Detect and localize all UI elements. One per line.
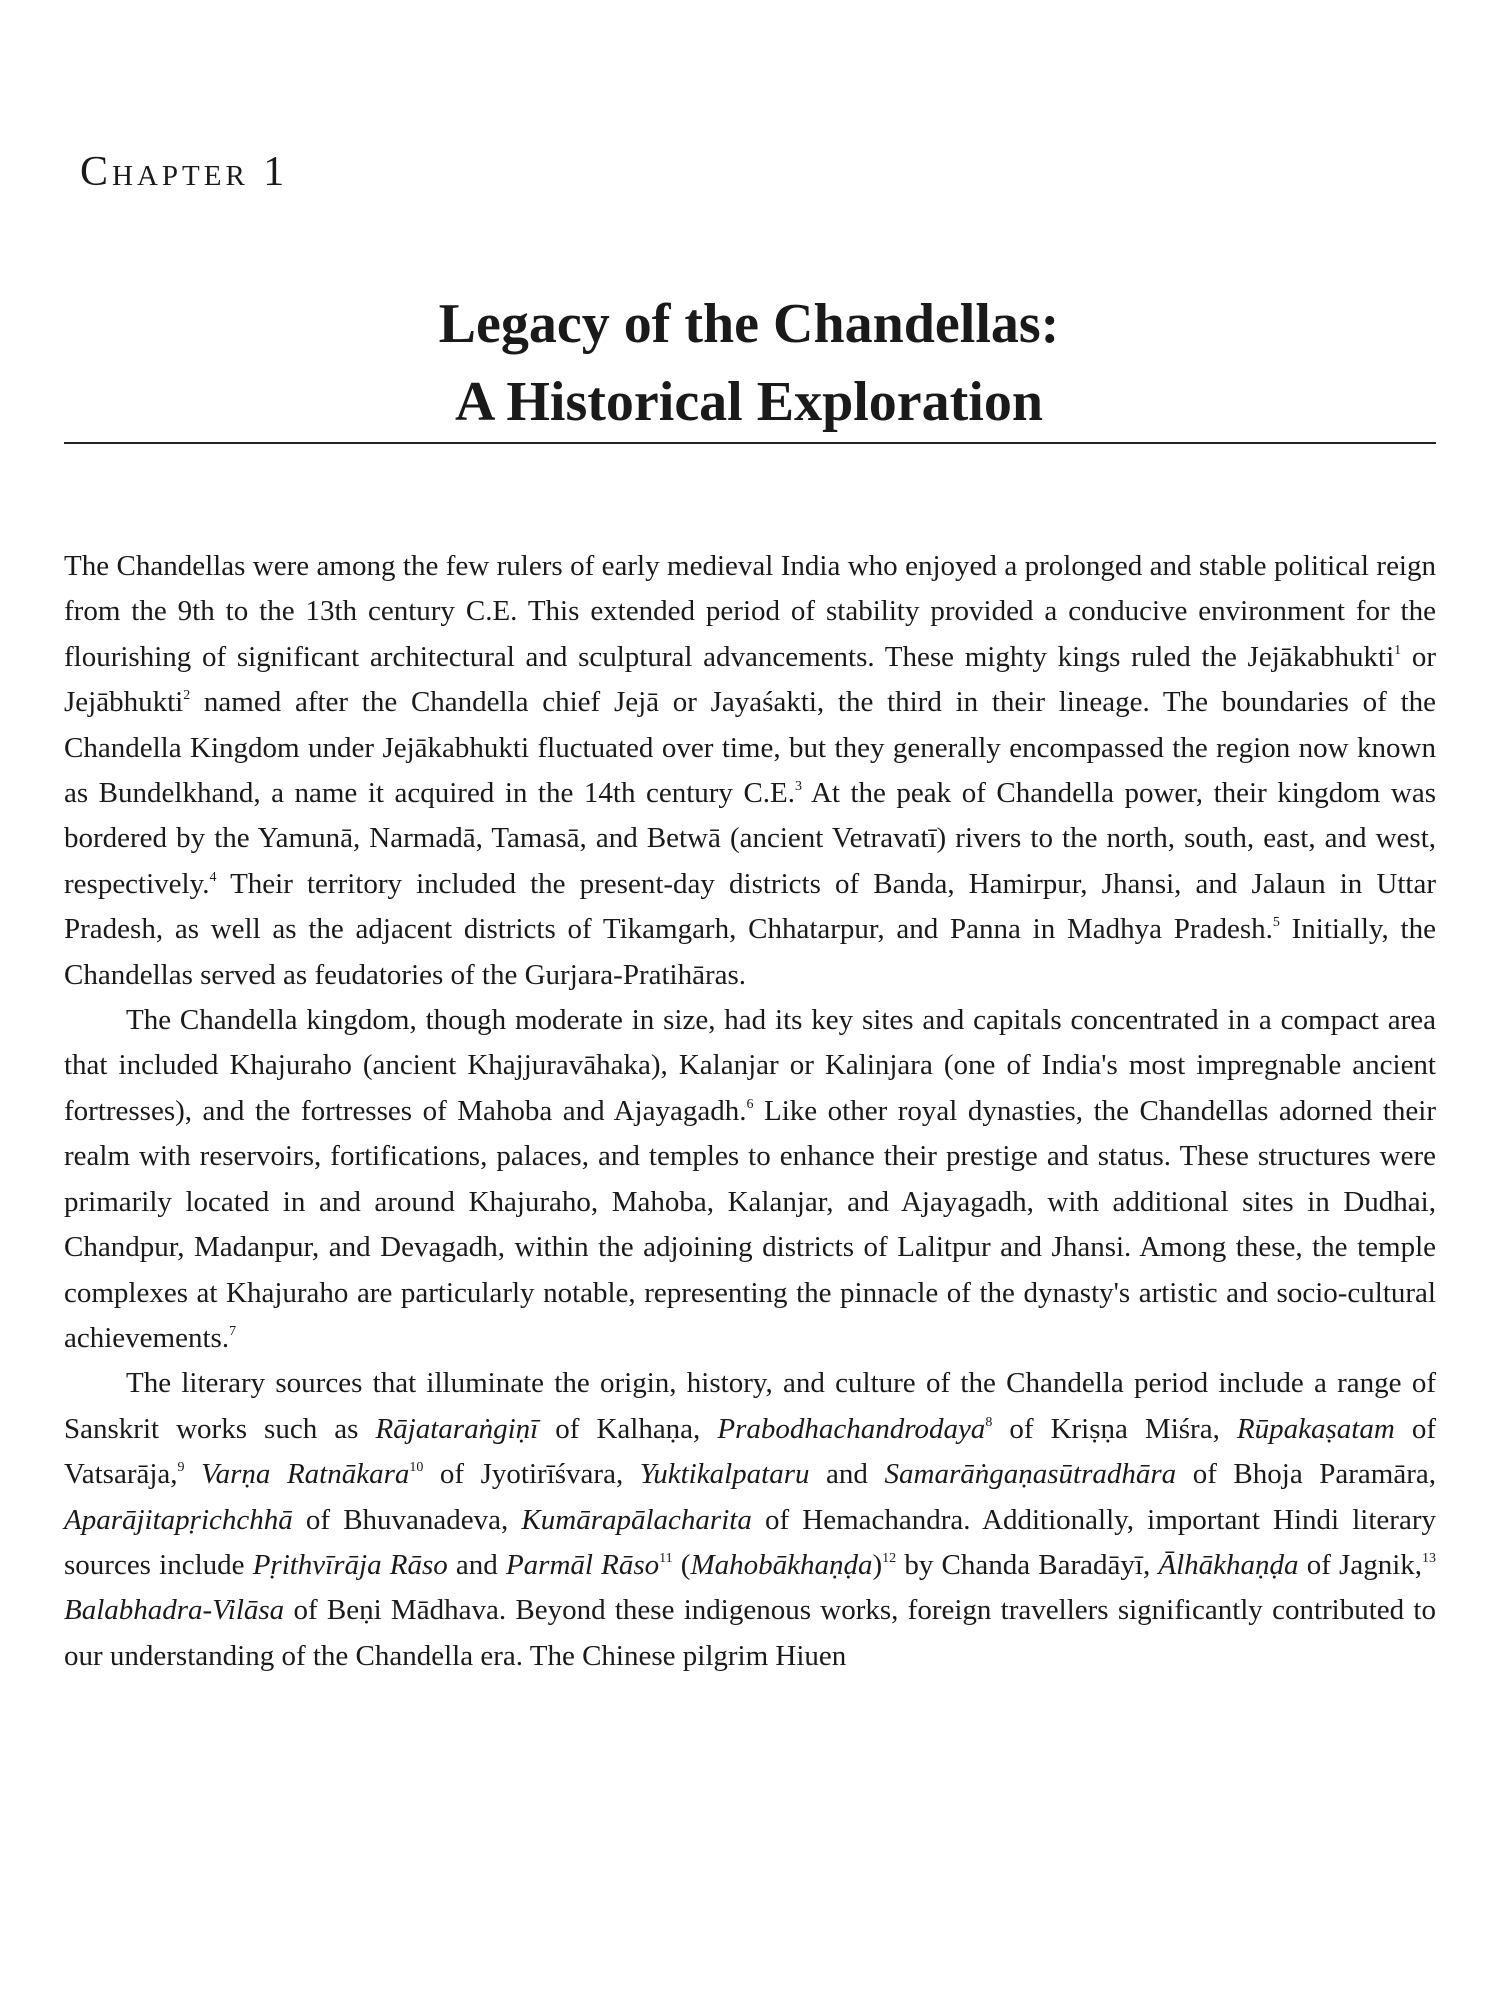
work-title: Varṇa Ratnākara — [201, 1458, 410, 1491]
chapter-title — [64, 285, 1434, 441]
text-run: The Chandella kingdom, though moderate in size, had its key sites and capitals concentrated in a compact area that included Khajuraho (ancient Khajjuravāhaka), Kalanjar or Kalinjara (one of India's most impregnable ancient fortresses), and the fortresses of Mahoba and Ajayagadh. — [64, 1004, 1436, 1127]
footnote-ref: 10 — [409, 1460, 424, 1476]
work-title: Parmāl Rāso — [505, 1548, 660, 1581]
title-divider — [64, 442, 1436, 444]
text-run: Their territory included the present-day districts of Banda, Hamirpur, Jhansi, and Jalaun in Uttar Pradesh, as well as the adjacent districts of Tikamgarh, Chhatarpur, and Panna in Madhya Pradesh. — [64, 867, 1436, 946]
text-run — [185, 1458, 202, 1490]
text-run: of Jyotirīśvara, — [423, 1458, 640, 1491]
footnote-ref: 2 — [183, 688, 191, 704]
text-run: At the peak of Chandella power, their kingdom was bordered by the Yamunā, Narmadā, Tamasā, and Betwā (ancient Vetravatī) rivers to the north, south, east, and west, respectively. — [64, 777, 1436, 900]
work-title: Rūpakaṣatam — [1236, 1412, 1395, 1445]
work-title: Samarāṅgaṇasūtradhāra — [884, 1458, 1177, 1491]
work-title: Mahobākhaṇḍa — [690, 1548, 873, 1581]
text-run: The literary sources that illuminate the origin, history, and culture of the Chandella period include a range of Sanskrit works such as — [64, 1367, 1436, 1445]
text-run: of Jagnik, — [1298, 1548, 1422, 1581]
work-title: Rājataraṅgiṇī — [375, 1412, 539, 1445]
text-run: by Chanda Baradāyī, — [896, 1548, 1159, 1581]
text-run: The Chandellas were among the few rulers of early medieval India who enjoyed a prolonged and stable political reign from the 9th to the 13th century C.E. This extended period of stability provided a conducive environment for the flourishing of significant architectural and sculptural advancements. These mighty kings ruled the Jejākabhukti — [64, 550, 1436, 673]
footnote-ref: 12 — [882, 1550, 897, 1566]
footnote-ref: 8 — [985, 1414, 993, 1430]
text-run: of Bhoja Paramāra, — [1176, 1458, 1436, 1491]
text-run: of Vatsarāja, — [64, 1412, 1436, 1491]
footnote-ref: 7 — [229, 1323, 237, 1339]
paragraph-3 — [64, 1361, 1436, 1679]
work-title: Balabhadra-Vilāsa — [64, 1594, 285, 1627]
work-title: Kumārapālacharita — [521, 1503, 752, 1536]
work-title: Pṛithvīrāja Rāso — [252, 1548, 448, 1581]
text-run: Like other royal dynasties, the Chandellas adorned their realm with reservoirs, fortifications, palaces, and temples to enhance their prestige and status. These structures were primarily located in and around Khajuraho, Mahoba, Kalanjar, and Ajayagadh, with additional sites in Dudhai, Chandpur, Madanpur, and Devagadh, within the adjoining districts of Lalitpur and Jhansi. Among these, the temple complexes at Khajuraho are particularly notable, representing the pinnacle of the dynasty's artistic and socio-cultural achievements. — [64, 1094, 1436, 1354]
work-title: Yuktikalpataru — [639, 1458, 810, 1491]
footnote-ref: 11 — [659, 1550, 673, 1566]
footnote-ref: 6 — [746, 1096, 754, 1112]
text-run: of Beṇi Mādhava. Beyond these indigenous works, foreign travellers significantly contributed to our understanding of the Chandella era. The Chinese pilgrim Hiuen — [64, 1594, 1436, 1672]
chapter-label: Chapter 1 — [80, 149, 289, 195]
footnote-ref: 4 — [209, 869, 217, 885]
text-run: of Kalhaṇa, — [538, 1412, 718, 1445]
footnote-ref: 13 — [1422, 1550, 1436, 1566]
text-run: of Hemachandra. Additionally, important Hindi literary sources include — [64, 1503, 1436, 1581]
footnote-ref: 9 — [177, 1460, 185, 1476]
body-text — [64, 544, 1436, 1679]
text-run: ) — [872, 1548, 883, 1581]
text-run: or Jejābhukti — [64, 640, 1436, 719]
text-run: of Bhuvanadeva, — [292, 1503, 522, 1536]
footnote-ref: 3 — [795, 779, 803, 795]
work-title: Ālhākhaṇḍa — [1158, 1548, 1299, 1581]
paragraph-1 — [64, 544, 1436, 998]
text-run: and — [809, 1458, 885, 1491]
text-run: and — [447, 1548, 506, 1581]
footnote-ref: 5 — [1272, 915, 1280, 931]
chapter-title-line-1: Legacy of the Chandellas: — [438, 293, 1060, 355]
text-run: of Kriṣṇa Miśra, — [992, 1412, 1237, 1445]
chapter-title-line-2: A Historical Exploration — [455, 371, 1043, 433]
paragraph-2 — [64, 998, 1436, 1361]
work-title: Aparājitapṛichchhā — [64, 1503, 293, 1536]
text-run: named after the Chandella chief Jejā or Jayaśakti, the third in their lineage. The boundaries of the Chandella Kingdom under Jejākabhukti fluctuated over time, but they generally encompassed the region now known as Bundelkhand, a name it acquired in the 14th century C.E. — [64, 686, 1436, 810]
text-run: ( — [672, 1548, 691, 1581]
footnote-ref: 1 — [1394, 642, 1402, 658]
work-title: Prabodhachandrodaya — [717, 1412, 986, 1445]
text-run: Initially, the Chandellas served as feudatories of the Gurjara-Pratihāras. — [64, 913, 1436, 991]
